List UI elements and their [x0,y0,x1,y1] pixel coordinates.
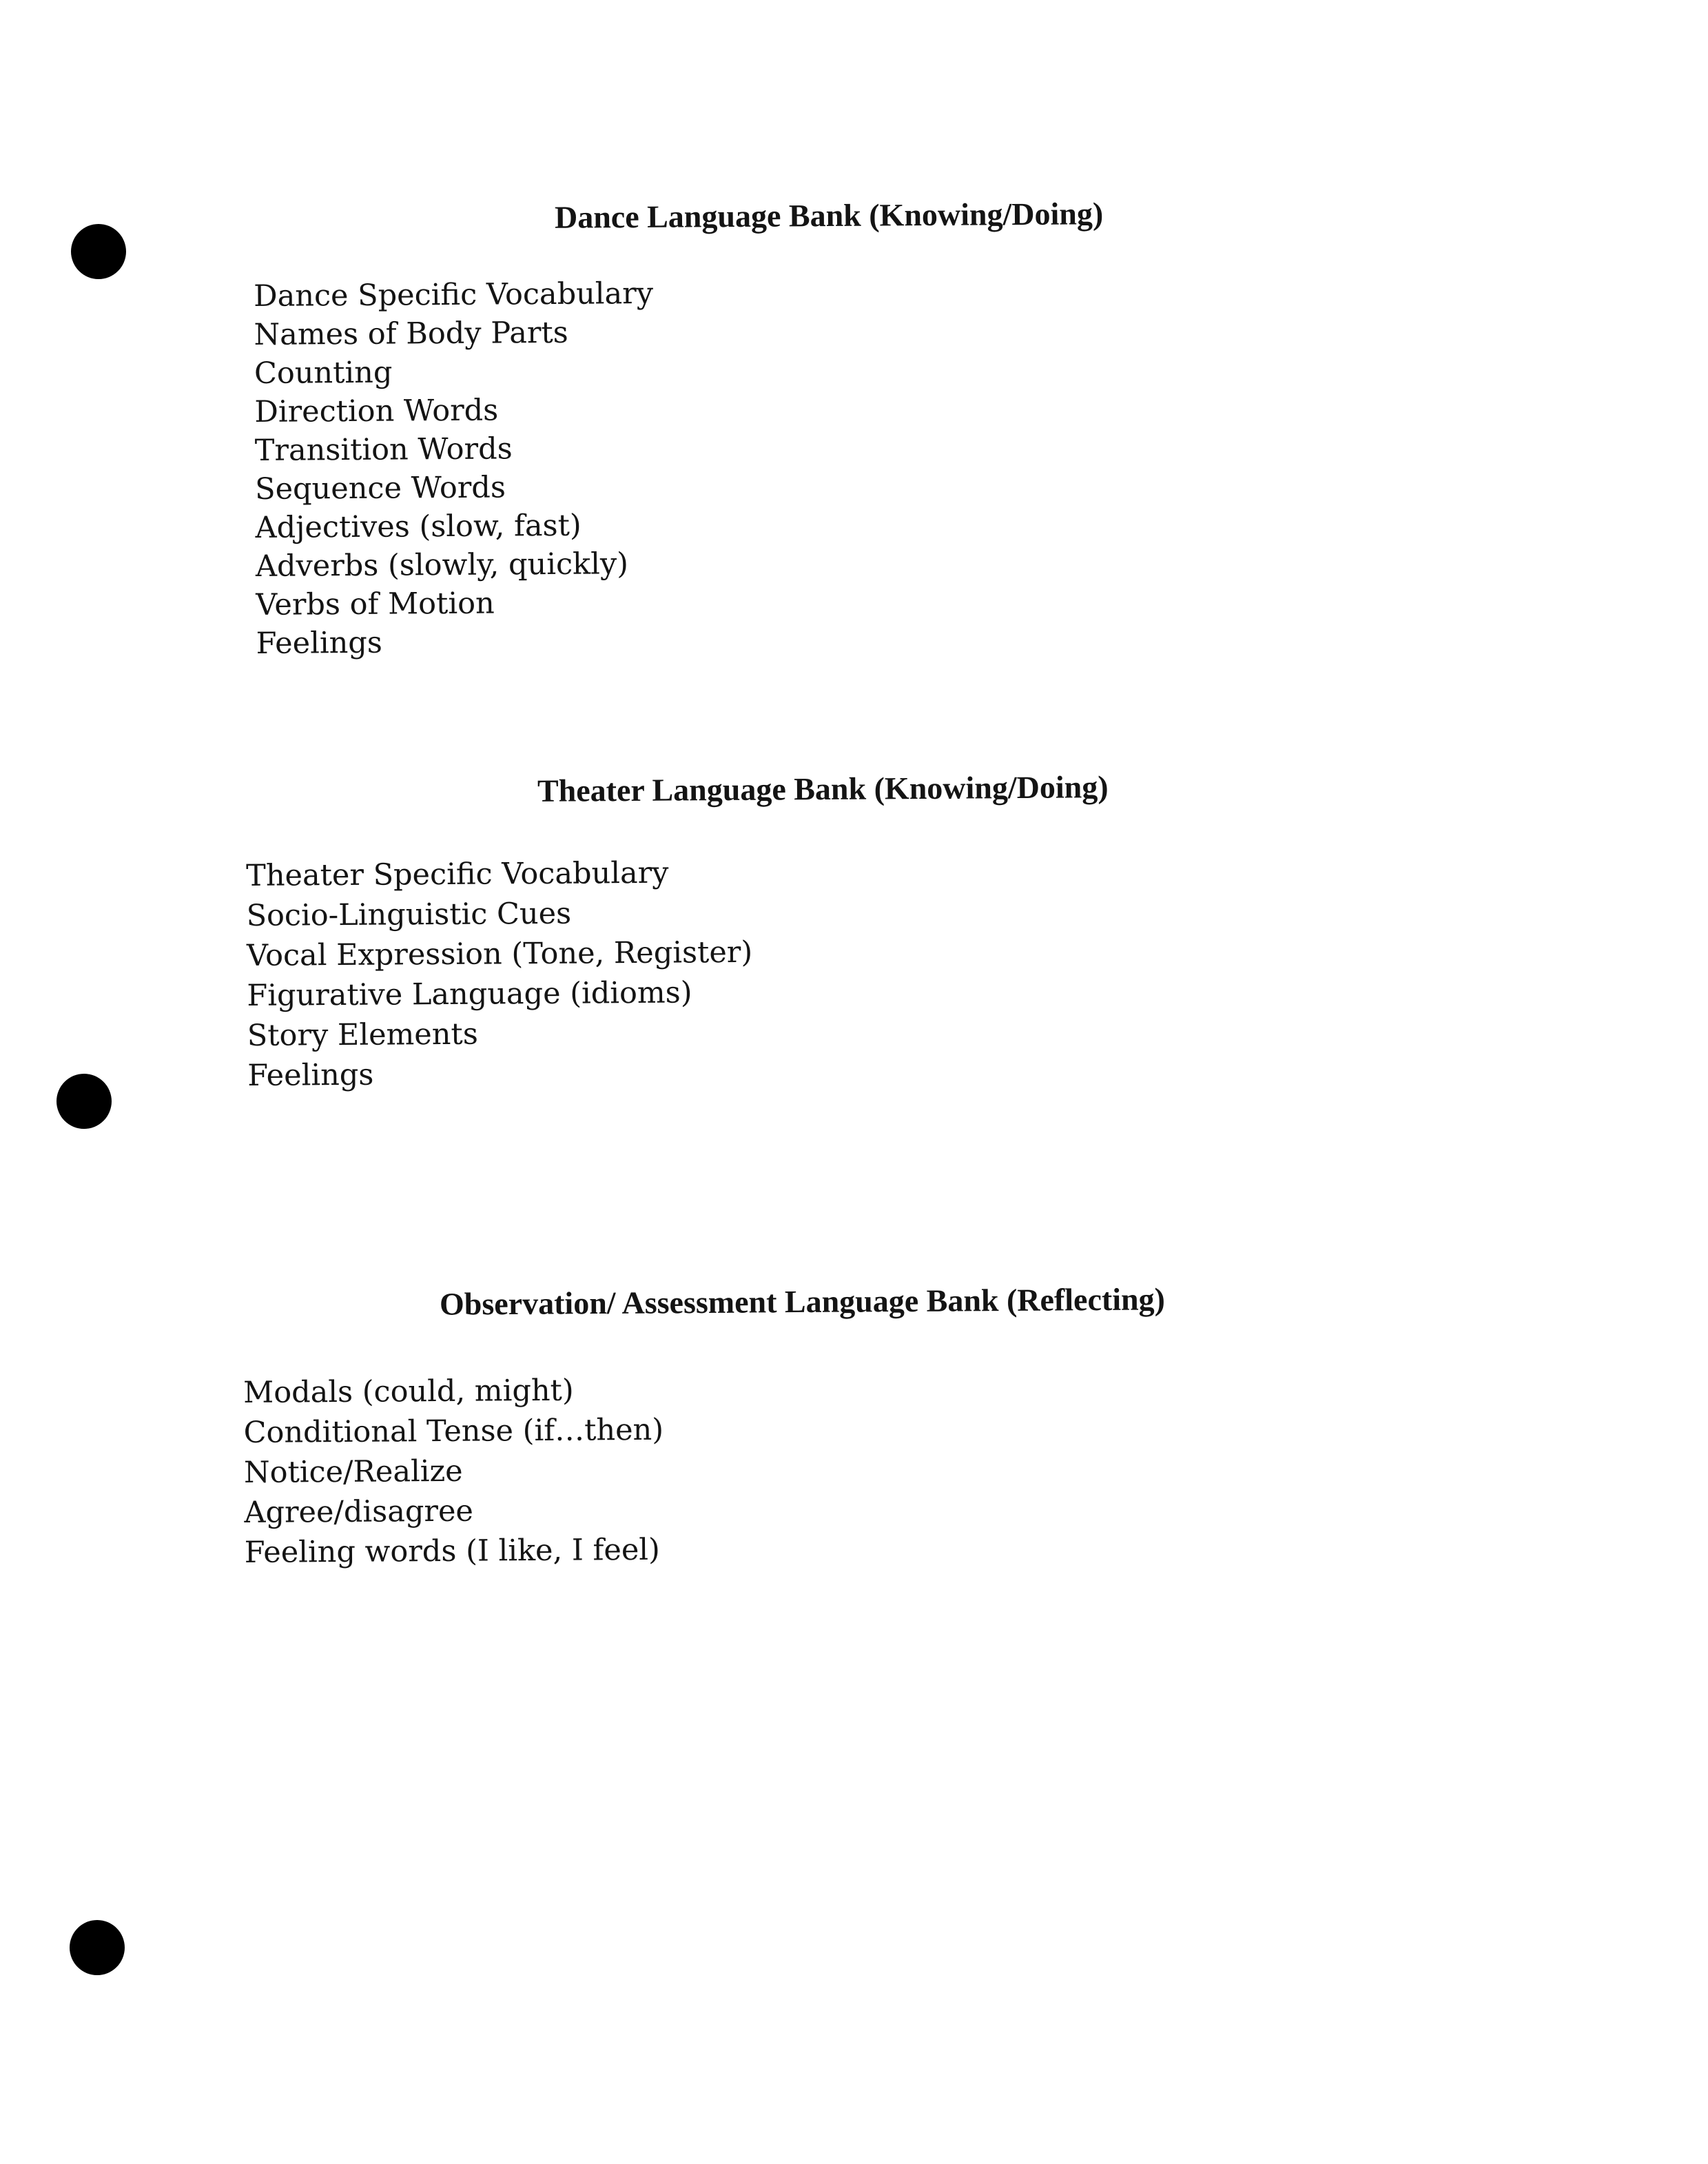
list-item: Vocal Expression (Tone, Register) [246,935,753,973]
list-item: Sequence Words [254,470,506,507]
observation-language-bank-list [243,1370,664,1573]
list-item: Dance Specific Vocabulary [254,276,654,314]
list-item: Figurative Language (idioms) [247,975,692,1013]
punch-hole-middle [56,1074,112,1129]
dance-language-bank-list [254,274,656,663]
list-item: Conditional Tense (if…then) [243,1412,664,1450]
list-item: Feeling words (I like, I feel) [244,1532,661,1570]
list-item: Adverbs (slowly, quickly) [255,547,629,584]
list-item: Direction Words [254,393,499,429]
list-item: Names of Body Parts [254,315,568,352]
dance-language-bank-title: Dance Language Bank (Knowing/Doing) [554,196,1104,235]
theater-language-bank-title: Theater Language Bank (Knowing/Doing) [537,769,1109,808]
list-item: Socio-Linguistic Cues [246,896,572,933]
list-item: Theater Specific Vocabulary [246,855,669,893]
punch-hole-bottom [70,1920,125,1975]
list-item: Feelings [247,1057,374,1093]
list-item: Adjectives (slow, fast) [255,508,582,545]
theater-language-bank-list [246,853,754,1096]
list-item: Transition Words [254,431,513,468]
list-item: Feelings [256,625,383,661]
list-item: Verbs of Motion [256,586,495,622]
list-item: Notice/Realize [243,1453,463,1490]
list-item: Agree/disagree [244,1493,474,1530]
punch-hole-top [71,224,126,279]
list-item: Modals (could, might) [243,1373,574,1410]
observation-language-bank-title: Observation/ Assessment Language Bank (Reflecting) [439,1281,1166,1322]
list-item: Story Elements [247,1017,478,1053]
list-item: Counting [254,355,393,391]
